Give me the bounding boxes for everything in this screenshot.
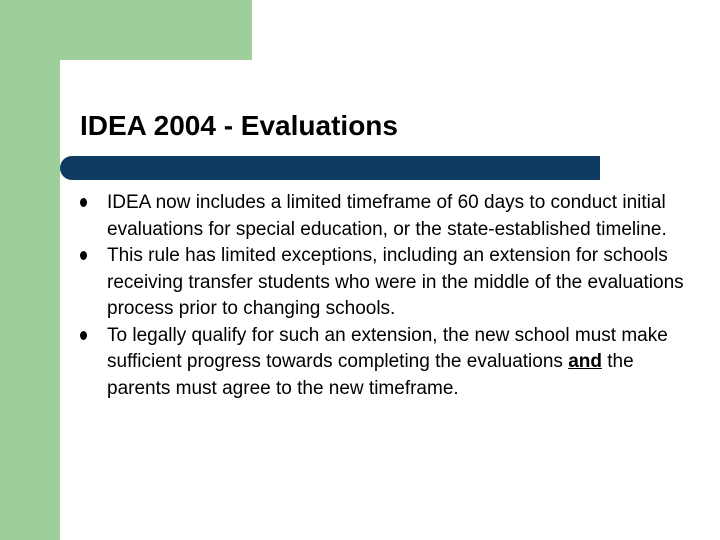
emphasis-text: and: [568, 351, 602, 372]
bullet-list: [80, 190, 700, 402]
bullet-item: [80, 243, 700, 323]
bullet-dot-icon: [80, 251, 87, 260]
left-accent-bar: [0, 0, 60, 540]
content-corner: [60, 60, 100, 100]
title-underline-bar: [60, 156, 600, 180]
bullet-text: IDEA now includes a limited timeframe of 60 days to conduct initial evaluations for special education, or the state-established timeline.: [107, 192, 667, 240]
bullet-text-part: To legally qualify for such an extension, the new school must make sufficient progress towards completing the evaluations: [107, 324, 668, 372]
bullet-dot-icon: [80, 198, 87, 207]
bullet-item: [80, 323, 700, 403]
top-accent-block: [0, 0, 252, 60]
slide-title: IDEA 2004 - Evaluations: [80, 110, 398, 141]
bullet-text-part: the parents must agree to the new timeframe.: [107, 351, 634, 399]
bullet-text: This rule has limited exceptions, including an extension for schools receiving transfer students who were in the middle of the evaluations process prior to changing schools.: [107, 245, 684, 319]
bullet-dot-icon: [80, 331, 87, 340]
bullet-item: [80, 190, 700, 243]
